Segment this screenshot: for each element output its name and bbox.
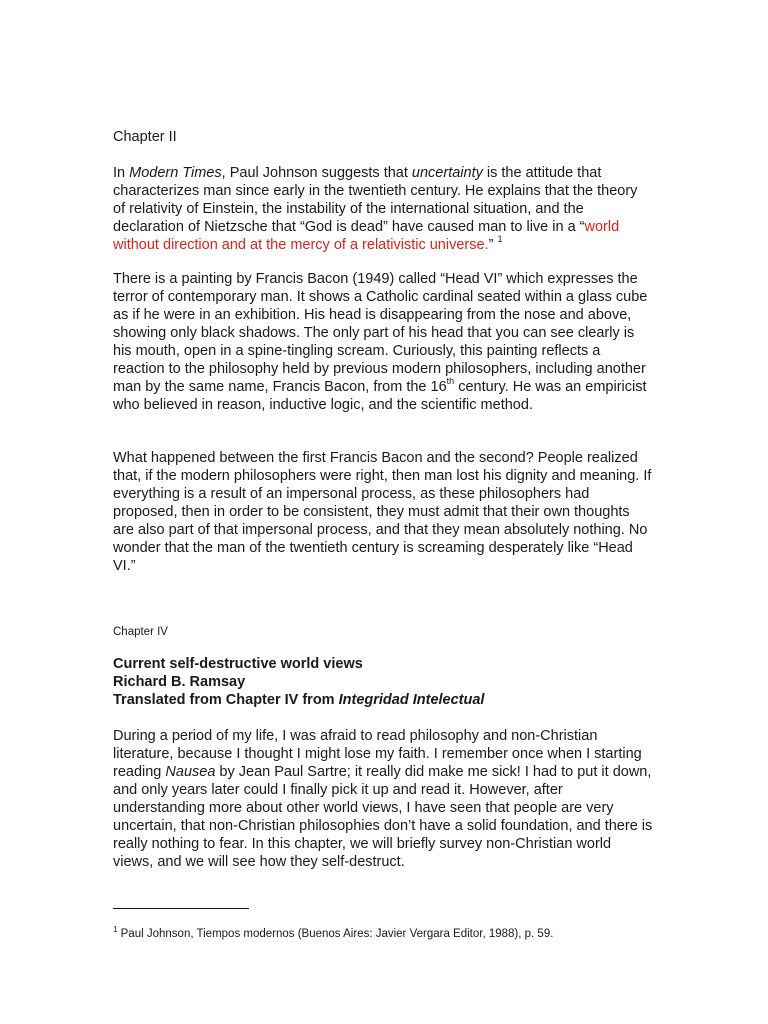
footnote-number: 1: [113, 924, 118, 934]
footnote-reference[interactable]: 1: [497, 234, 503, 245]
translation-book-title: Integridad Intelectual: [338, 692, 485, 708]
p4-book-title: Nausea: [165, 764, 216, 780]
chapter-iv-author: Richard B. Ramsay: [113, 674, 246, 690]
p1-red-quote: world without direction and at the mercy of a relativistic universe.: [113, 219, 620, 253]
paragraph-what-happened: What happened between the first Francis Bacon and the second? People realized that, if the modern philosophers were right, then man lost his dignity and meaning. If everything is a result of an impersonal process, as these philosophers had proposed, then in order to be consistent, they must admit that their own thoughts are also part of that impersonal process, and that they mean absolutely nothing. No wonder that the man of the twentieth century is screaming desperately like “Head VI.”: [113, 450, 652, 574]
chapter-iv-title: Current self-destructive world views: [113, 656, 363, 672]
footnote-text: Paul Johnson, Tiempos modernos (Buenos Aires: Javier Vergara Editor, 1988), p. 59.: [117, 927, 554, 940]
p4-text-a: During a period of my life, I was afraid to read philosophy and non-Christian literature, because I thought I might lose my faith. I remember once when I starting reading: [113, 728, 642, 780]
p4-text-c: by Jean Paul Sartre; it really did make me sick! I had to put it down, and only years later could I finally pick it up and read it. However, after understanding more about other world views, I have seen that people are very uncertain, that non-Christian philosophies don’t have a solid foundation, and there is really nothing to fear. In this chapter, we will briefly survey non-Christian world views, and we will see how they self-destruct.: [113, 764, 653, 870]
p2-text-a: There is a painting by Francis Bacon (1949) called “Head VI” which expresses the terror of contemporary man. It shows a Catholic cardinal seated within a glass cube as if he were in an exhibition. His head is disappearing from the nose and above, showing only black shadows. The only part of his head that you can see clearly is his mouth, open in a spine-tingling scream. Curiously, this painting reflects a reaction to the philosophy held by previous modern philosophers, including another man by the same name, Francis Bacon, from the 16: [113, 271, 648, 395]
p1-text-a: In: [113, 165, 130, 181]
p2-superscript: th: [446, 376, 455, 387]
chapter-heading: Chapter II: [113, 129, 177, 145]
paragraph-modern-times: [113, 164, 653, 254]
chapter-iv-translation-note: [113, 691, 653, 709]
chapter-iv-label: Chapter IV: [113, 626, 168, 638]
p1-emphasis: uncertainty: [411, 165, 483, 181]
footnote: [113, 924, 653, 941]
chapter-iv-header: [113, 655, 653, 709]
p1-text-g: ”: [488, 237, 498, 253]
p1-text-e: is the attitude that characterizes man since early in the twentieth century. He explains that the theory of relativity of Einstein, the instability of the international situation, and the declaration of Nietzsche that “God is dead” have caused man to live in a “: [113, 165, 638, 235]
translation-prefix: Translated from Chapter IV from: [113, 692, 339, 708]
p2-text-b: century. He was an empiricist who believed in reason, inductive logic, and the scientific method.: [113, 379, 647, 413]
paragraph-bacon: [113, 270, 653, 414]
p1-text-c: , Paul Johnson suggests that: [221, 165, 412, 181]
paragraph-during-a-period: [113, 727, 653, 871]
p1-book-title: Modern Times: [129, 165, 222, 181]
footnote-divider: [113, 908, 249, 909]
